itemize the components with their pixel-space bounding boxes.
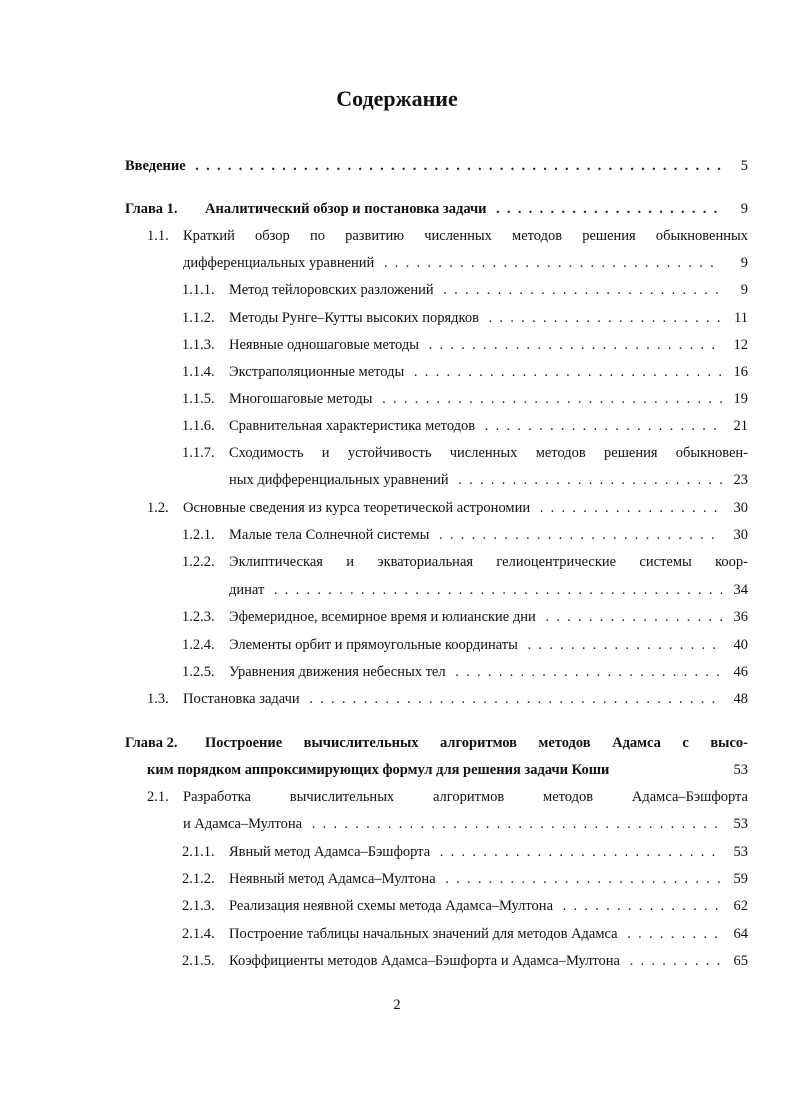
toc-entry-page: 65 <box>733 953 748 969</box>
toc-entry-title: динат <box>229 582 265 598</box>
toc-entry-number: 1.2.3. <box>182 609 215 625</box>
toc-entry[interactable] <box>147 691 748 711</box>
toc-entry-title: Коэффициенты методов Адамса–Бэшфорта и Адамса–Мултона <box>229 953 620 969</box>
toc-entry-page: 9 <box>740 282 748 298</box>
toc-entry-number: Глава 2. <box>125 735 178 751</box>
toc-entry-page: 19 <box>733 391 748 407</box>
toc-entry[interactable] <box>182 418 748 438</box>
toc-entry[interactable] <box>182 282 748 302</box>
toc-entry[interactable] <box>182 926 748 946</box>
dot-leader <box>493 201 722 218</box>
toc-entry[interactable] <box>183 816 748 836</box>
dot-leader <box>410 364 722 381</box>
toc-entry-page: 11 <box>734 310 748 326</box>
toc-entry-page: 9 <box>740 201 748 217</box>
dot-leader <box>380 255 722 272</box>
toc-entry-title: дифференциальных уравнений <box>183 255 375 271</box>
dot-leader <box>452 664 722 681</box>
toc-entry-page: 34 <box>733 582 748 598</box>
toc-entry-title: Эклиптическая и экваториальная гелиоцентрические системы коор- <box>229 554 748 570</box>
toc-entry-title: Основные сведения из курса теоретической астрономии <box>183 500 531 516</box>
toc-entry-page: 9 <box>740 255 748 271</box>
dot-leader <box>442 871 722 888</box>
toc-entry[interactable] <box>182 898 748 918</box>
dot-leader <box>524 637 722 654</box>
dot-leader <box>626 953 722 970</box>
dot-leader <box>436 844 722 861</box>
toc-entry-title: Неявные одношаговые методы <box>229 337 420 353</box>
dot-leader <box>455 472 722 489</box>
dot-leader <box>306 691 722 708</box>
toc-entry-number: 2.1.1. <box>182 844 215 860</box>
toc-entry-title: Введение <box>125 158 186 174</box>
toc-entry[interactable] <box>182 554 748 574</box>
toc-entry[interactable] <box>182 637 748 657</box>
toc-entry-number: 1.2.4. <box>182 637 215 653</box>
dot-leader <box>481 418 722 435</box>
toc-entry-title: Уравнения движения небесных тел <box>229 664 446 680</box>
toc-entry[interactable] <box>183 255 748 275</box>
toc-entry-number: 1.1.4. <box>182 364 215 380</box>
toc-entry[interactable] <box>182 609 748 629</box>
toc-entry-number: 1.2.2. <box>182 554 215 570</box>
dot-leader <box>542 609 722 626</box>
toc-entry-number: 1.1. <box>147 228 169 244</box>
toc-entry[interactable] <box>182 953 748 973</box>
toc-entry-title: Экстраполяционные методы <box>229 364 405 380</box>
toc-entry-title: Методы Рунге–Кутты высоких порядков <box>229 310 479 326</box>
dot-leader <box>559 898 722 915</box>
toc-entry-title: Реализация неявной схемы метода Адамса–Мултона <box>229 898 553 914</box>
toc-entry-number: 1.2.5. <box>182 664 215 680</box>
dot-leader <box>192 158 722 175</box>
toc-entry[interactable] <box>182 337 748 357</box>
toc-entry-page: 21 <box>733 418 748 434</box>
toc-entry-number: 1.1.5. <box>182 391 215 407</box>
dot-leader <box>425 337 722 354</box>
toc-entry[interactable] <box>125 201 748 221</box>
toc-entry-page: 5 <box>740 158 748 174</box>
dot-leader <box>379 391 722 408</box>
dot-leader <box>485 310 722 327</box>
toc-entry-number: 1.2.1. <box>182 527 215 543</box>
toc-entry[interactable] <box>182 844 748 864</box>
toc-entry-number: 2.1.3. <box>182 898 215 914</box>
dot-leader <box>270 582 722 599</box>
toc-entry-number: 1.1.6. <box>182 418 215 434</box>
toc-entry-page: 59 <box>733 871 748 887</box>
toc-entry-title: Элементы орбит и прямоугольные координаты <box>229 637 518 653</box>
toc-entry-page: 62 <box>733 898 748 914</box>
toc-entry-number: 1.1.2. <box>182 310 215 326</box>
dot-leader <box>308 816 722 833</box>
dot-leader <box>435 527 722 544</box>
toc-entry-page: 30 <box>733 500 748 516</box>
toc-entry-page: 53 <box>733 762 748 778</box>
toc-entry-title: Краткий обзор по развитию численных методов решения обыкновенных <box>183 228 748 244</box>
toc-entry-page: 53 <box>733 844 748 860</box>
toc-entry-title: Сравнительная характеристика методов <box>229 418 476 434</box>
toc-entry[interactable] <box>229 472 748 492</box>
toc-entry[interactable] <box>182 310 748 330</box>
toc-entry[interactable] <box>147 762 748 782</box>
page-title: Содержание <box>336 86 458 111</box>
toc-entry-number: 1.2. <box>147 500 169 516</box>
toc-entry-number: 2.1. <box>147 789 169 805</box>
toc-entry[interactable] <box>125 735 748 755</box>
toc-entry-title: Многошаговые методы <box>229 391 373 407</box>
toc-entry-number: 1.1.3. <box>182 337 215 353</box>
toc-entry-title: Построение таблицы начальных значений для методов Адамса <box>229 926 618 942</box>
toc-entry-title: Построение вычислительных алгоритмов методов Адамса с высо- <box>205 735 748 751</box>
toc-entry[interactable] <box>147 500 748 520</box>
toc-entry[interactable] <box>182 664 748 684</box>
toc-entry-page: 12 <box>733 337 748 353</box>
toc-entry-number: 1.1.7. <box>182 445 215 461</box>
toc-entry-number: 2.1.4. <box>182 926 215 942</box>
toc-entry[interactable] <box>229 582 748 602</box>
toc-entry-number: 1.3. <box>147 691 169 707</box>
toc-entry-title: Постановка задачи <box>183 691 300 707</box>
toc-entry-number: 1.1.1. <box>182 282 215 298</box>
toc-entry-title: ных дифференциальных уравнений <box>229 472 449 488</box>
toc-entry-page: 30 <box>733 527 748 543</box>
toc-entry-page: 40 <box>733 637 748 653</box>
toc-entry[interactable] <box>182 445 748 465</box>
toc-entry-title: ким порядком аппроксимирующих формул для решения задачи Коши <box>147 762 610 778</box>
toc-entry-title: Малые тела Солнечной системы <box>229 527 430 543</box>
page-number: 2 <box>393 997 401 1013</box>
dot-leader <box>536 500 722 517</box>
toc-entry-title: Разработка вычислительных алгоритмов методов Адамса–Бэшфорта <box>183 789 748 805</box>
toc-entry[interactable] <box>182 527 748 547</box>
toc-entry[interactable] <box>147 789 748 809</box>
toc-entry[interactable] <box>182 364 748 384</box>
toc-entry-number: 2.1.5. <box>182 953 215 969</box>
dot-leader <box>624 926 722 943</box>
toc-entry-title: Сходимость и устойчивость численных методов решения обыкновен- <box>229 445 748 461</box>
toc-entry-page: 16 <box>733 364 748 380</box>
toc-entry-title: Метод тейлоровских разложений <box>229 282 434 298</box>
toc-entry[interactable] <box>147 228 748 248</box>
toc-entry-page: 23 <box>733 472 748 488</box>
toc-entry-page: 46 <box>733 664 748 680</box>
toc-entry-number: 2.1.2. <box>182 871 215 887</box>
toc-entry[interactable] <box>182 871 748 891</box>
toc-entry-title: Эфемеридное, всемирное время и юлианские дни <box>229 609 536 625</box>
toc-entry-page: 36 <box>733 609 748 625</box>
toc-entry[interactable] <box>125 158 748 178</box>
toc-entry-page: 64 <box>733 926 748 942</box>
toc-entry-title: и Адамса–Мултона <box>183 816 303 832</box>
toc-entry-page: 53 <box>733 816 748 832</box>
toc-entry[interactable] <box>182 391 748 411</box>
toc-entry-title: Аналитический обзор и постановка задачи <box>205 201 487 217</box>
toc-entry-title: Неявный метод Адамса–Мултона <box>229 871 436 887</box>
dot-leader <box>440 282 722 299</box>
toc-entry-page: 48 <box>733 691 748 707</box>
toc-entry-number: Глава 1. <box>125 201 178 217</box>
toc-entry-title: Явный метод Адамса–Бэшфорта <box>229 844 431 860</box>
